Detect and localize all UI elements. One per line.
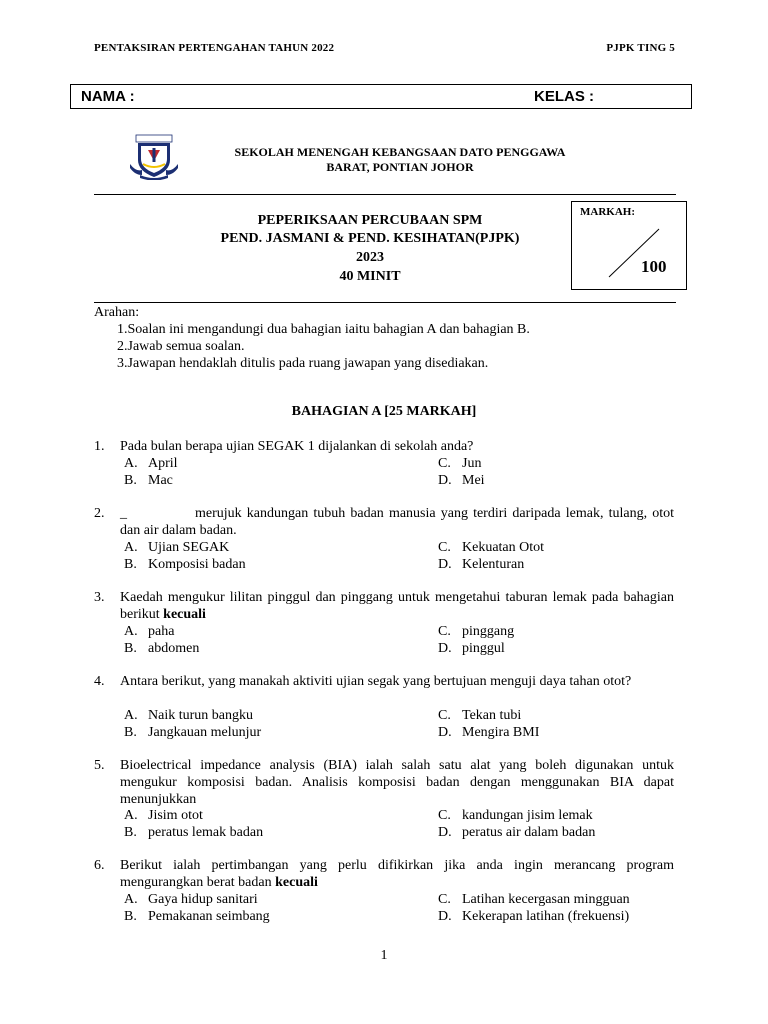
header-subject: PJPK TING 5 [606,42,675,54]
exam-year: 2023 [356,250,384,265]
option-text: Jun [462,456,482,471]
option-text: Latihan kecergasan mingguan [462,892,630,907]
section-heading: BAHAGIAN A [25 MARKAH] [291,404,477,419]
option-text: abdomen [148,641,200,656]
instruction-item: 1.Soalan ini mengandungi dua bahagian iaitu bahagian A dan bahagian B. [117,322,530,337]
option-a[interactable]: A. April [124,456,178,471]
question-number: 6. [94,858,105,873]
option-text: paha [148,624,175,639]
option-text: Mengira BMI [462,725,540,740]
option-d[interactable]: D. pinggul [438,641,505,656]
answer-blank: _ [120,506,127,521]
page-number: 1 [380,948,388,963]
option-a[interactable]: A. Gaya hidup sanitari [124,892,258,907]
question-stem [120,857,674,891]
option-text: Kekuatan Otot [462,540,545,555]
option-a[interactable]: A. Ujian SEGAK [124,540,230,555]
question-stem-text: merujuk kandungan tubuh badan manusia yang terdiri daripada lemak, tulang, otot dan air dalam badan. [120,506,674,538]
marks-label: MARKAH: [580,206,635,218]
name-class-box [70,84,692,109]
question-stem [120,589,674,623]
option-b[interactable]: B. Jangkauan melunjur [124,725,262,740]
exam-subject: PEND. JASMANI & PEND. KESIHATAN(PJPK) [220,231,520,246]
option-text: Kelenturan [462,557,525,572]
option-a[interactable]: A. Jisim otot [124,808,203,823]
option-b[interactable]: B. Pemakanan seimbang [124,909,270,924]
option-b[interactable]: B. peratus lemak badan [124,825,264,840]
question-stem-text: Berikut ialah pertimbangan yang perlu difikirkan jika anda ingin merancang program mengurangkan berat badan [120,858,674,890]
option-text: pinggul [462,641,505,656]
option-text: kandungan jisim lemak [462,808,593,823]
option-text: Mac [148,473,173,488]
option-d[interactable]: D. Kelenturan [438,557,525,572]
option-text: Jangkauan melunjur [148,725,262,740]
option-text: Kekerapan latihan (frekuensi) [462,909,630,924]
question-number: 3. [94,590,105,605]
instruction-item: 2.Jawab semua soalan. [117,339,245,354]
option-b[interactable]: B. Mac [124,473,173,488]
exam-duration: 40 MINIT [339,269,401,284]
question-stem-emphasis: kecuali [163,607,206,622]
option-text: Pemakanan seimbang [148,909,270,924]
option-text: peratus air dalam badan [462,825,596,840]
option-d[interactable]: D. Mengira BMI [438,725,540,740]
question-stem-text: Kaedah mengukur lilitan pinggul dan pinggang untuk mengetahui taburan lemak pada bahagian berikut [120,590,674,622]
option-text: Tekan tubi [462,708,522,723]
option-c[interactable]: C. Tekan tubi [438,708,522,723]
question-number: 5. [94,758,105,773]
option-c[interactable]: C. Jun [438,456,482,471]
question-number: 2. [94,506,105,521]
option-b[interactable]: B. Komposisi badan [124,557,246,572]
marks-total: 100 [641,257,667,276]
marks-box [571,201,687,290]
school-name-line1: SEKOLAH MENENGAH KEBANGSAAN DATO PENGGAWA [234,145,566,159]
option-text: April [148,456,178,471]
school-crest-logo [128,134,180,180]
question-number: 4. [94,674,105,689]
question-stem: Bioelectrical impedance analysis (BIA) ialah salah satu alat yang boleh digunakan untuk mengukur komposisi badan. Analisis komposisi badan dengan menggunakan BIA dapat menunjukkan [120,758,674,807]
option-text: Jisim otot [148,808,203,823]
option-text: Mei [462,473,485,488]
option-c[interactable]: C. pinggang [438,624,515,639]
option-c[interactable]: C. kandungan jisim lemak [438,808,593,823]
question-stem: Antara berikut, yang manakah aktiviti ujian segak yang bertujuan menguji daya tahan otot? [120,674,632,689]
divider-top [94,194,676,195]
option-text: Gaya hidup sanitari [148,892,258,907]
option-d[interactable]: D. Mei [438,473,485,488]
class-label: KELAS : [534,88,594,105]
option-b[interactable]: B. abdomen [124,641,200,656]
header-title: PENTAKSIRAN PERTENGAHAN TAHUN 2022 [94,42,335,54]
option-text: pinggang [462,624,515,639]
option-text: Ujian SEGAK [148,540,230,555]
option-c[interactable]: C. Latihan kecergasan mingguan [438,892,630,907]
option-c[interactable]: C. Kekuatan Otot [438,540,545,555]
option-text: Naik turun bangku [148,708,253,723]
name-label: NAMA : [81,88,135,105]
question-stem-emphasis: kecuali [275,875,318,890]
option-a[interactable]: A. Naik turun bangku [124,708,253,723]
question-stem: Pada bulan berapa ujian SEGAK 1 dijalankan di sekolah anda? [120,439,474,454]
option-d[interactable]: D. peratus air dalam badan [438,825,596,840]
option-d[interactable]: D. Kekerapan latihan (frekuensi) [438,909,630,924]
option-text: peratus lemak badan [148,825,264,840]
school-name-line2: BARAT, PONTIAN JOHOR [326,160,474,174]
option-a[interactable]: A. paha [124,624,175,639]
question-number: 1. [94,439,105,454]
instructions-title: Arahan: [94,305,140,320]
instruction-item: 3.Jawapan hendaklah ditulis pada ruang jawapan yang disediakan. [117,356,489,371]
exam-title: PEPERIKSAAN PERCUBAAN SPM [257,213,483,228]
option-text: Komposisi badan [148,557,246,572]
question-stem [120,505,674,539]
divider-bottom [94,302,676,303]
